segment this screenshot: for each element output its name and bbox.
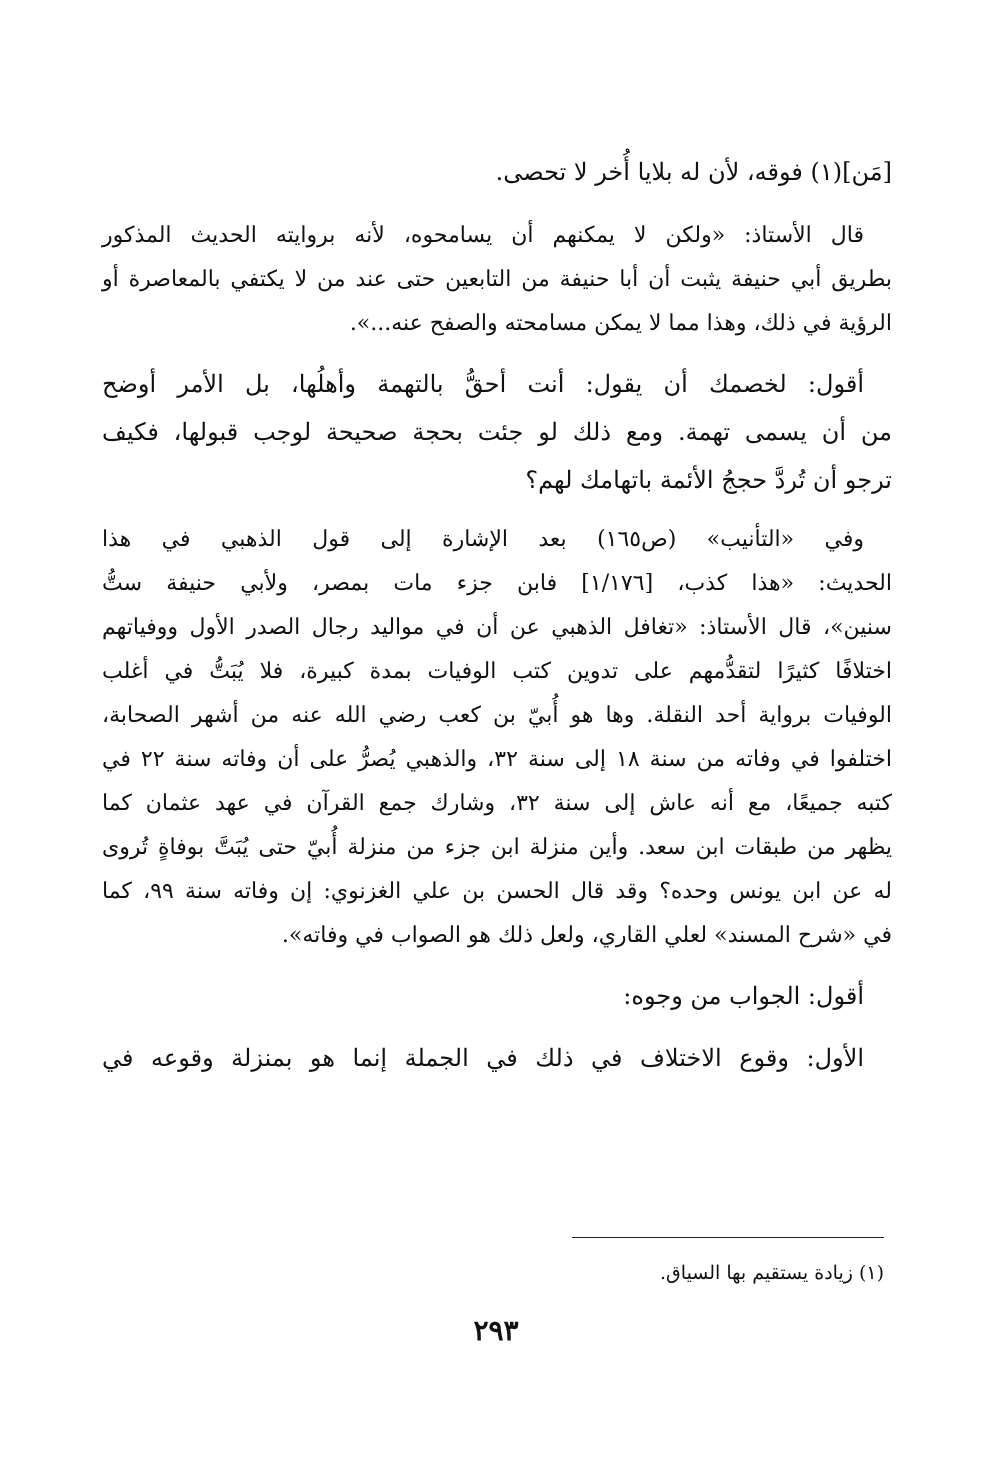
- page-body: [102, 148, 892, 1082]
- text-line: بطريق أبي حنيفة يثبت أن أبا حنيفة من التابعين حتى عند من لا يكتفي بالمعاصرة أو: [102, 267, 892, 292]
- paragraph-continuation: [102, 148, 892, 196]
- text-line: سنين»، قال الأستاذ: «تغافل الذهبي عن أن في مواليد رجال الصدر الأول ووفياتهم: [102, 615, 892, 640]
- text-line: يظهر من طبقات ابن سعد. وأين منزلة ابن جزء من منزلة أُبيّ حتى يُبَتَّ بوفاةٍ تُروى: [102, 835, 892, 860]
- text-line: قال الأستاذ: «ولكن لا يمكنهم أن يسامحوه، لأنه بروايته الحديث المذكور: [102, 223, 864, 248]
- footnote: (١) زيادة يستقيم بها السياق.: [660, 1262, 884, 1284]
- text-line: أقول: لخصمك أن يقول: أنت أحقُّ بالتهمة وأهلُها، بل الأمر أوضح: [102, 370, 864, 398]
- text-line: الأول: وقوع الاختلاف في ذلك في الجملة إنما هو بمنزلة وقوعه في: [102, 1044, 864, 1072]
- text-line: الوفيات برواية أحد النقلة. وها هو أُبيّ بن كعب رضي الله عنه من أشهر الصحابة،: [102, 703, 892, 728]
- paragraph-reply: [102, 360, 892, 504]
- text-line: اختلفوا في وفاته من سنة ١٨ إلى سنة ٣٢، والذهبي يُصرُّ على أن وفاته سنة ٢٢ في: [102, 747, 892, 772]
- paragraph-quote-ustadh: [102, 214, 892, 346]
- text-line: الرؤية في ذلك، وهذا مما لا يمكن مسامحته والصفح عنه...».: [349, 311, 892, 336]
- text-line: من أن يسمى تهمة. ومع ذلك لو جئت بحجة صحيحة لوجب قبولها، فكيف: [102, 418, 892, 446]
- text-line: اختلافًا كثيرًا لتقدُّمهم على تدوين كتب الوفيات بمدة كبيرة، فلا يُبَتُّ في أغلب: [102, 659, 892, 684]
- paragraph-tanib-quote: [102, 518, 892, 958]
- paragraph-answer-intro: [102, 972, 892, 1020]
- page-number: ٢٩٣: [473, 1314, 519, 1347]
- text-line: ترجو أن تُردَّ حججُ الأئمة باتهامك لهم؟: [525, 466, 892, 494]
- text-line: [مَن](١) فوقه، لأن له بلايا أُخر لا تحصى.: [495, 158, 892, 186]
- text-line: كتبه جميعًا، مع أنه عاش إلى سنة ٣٢، وشارك جمع القرآن في عهد عثمان كما: [102, 791, 892, 816]
- text-line: أقول: الجواب من وجوه:: [623, 982, 864, 1010]
- paragraph-first-point: [102, 1034, 892, 1082]
- footnote-separator: [572, 1237, 884, 1238]
- text-line: له عن ابن يونس وحده؟ وقد قال الحسن بن علي الغزنوي: إن وفاته سنة ٩٩، كما: [102, 879, 892, 904]
- text-line: الحديث: «هذا كذب، [١/١٧٦] فابن جزء مات بمصر، ولأبي حنيفة ستُّ: [102, 571, 892, 596]
- text-line: وفي «التأنيب» (ص١٦٥) بعد الإشارة إلى قول الذهبي في هذا: [102, 527, 864, 552]
- text-line: في «شرح المسند» لعلي القاري، ولعل ذلك هو الصواب في وفاته».: [281, 923, 892, 948]
